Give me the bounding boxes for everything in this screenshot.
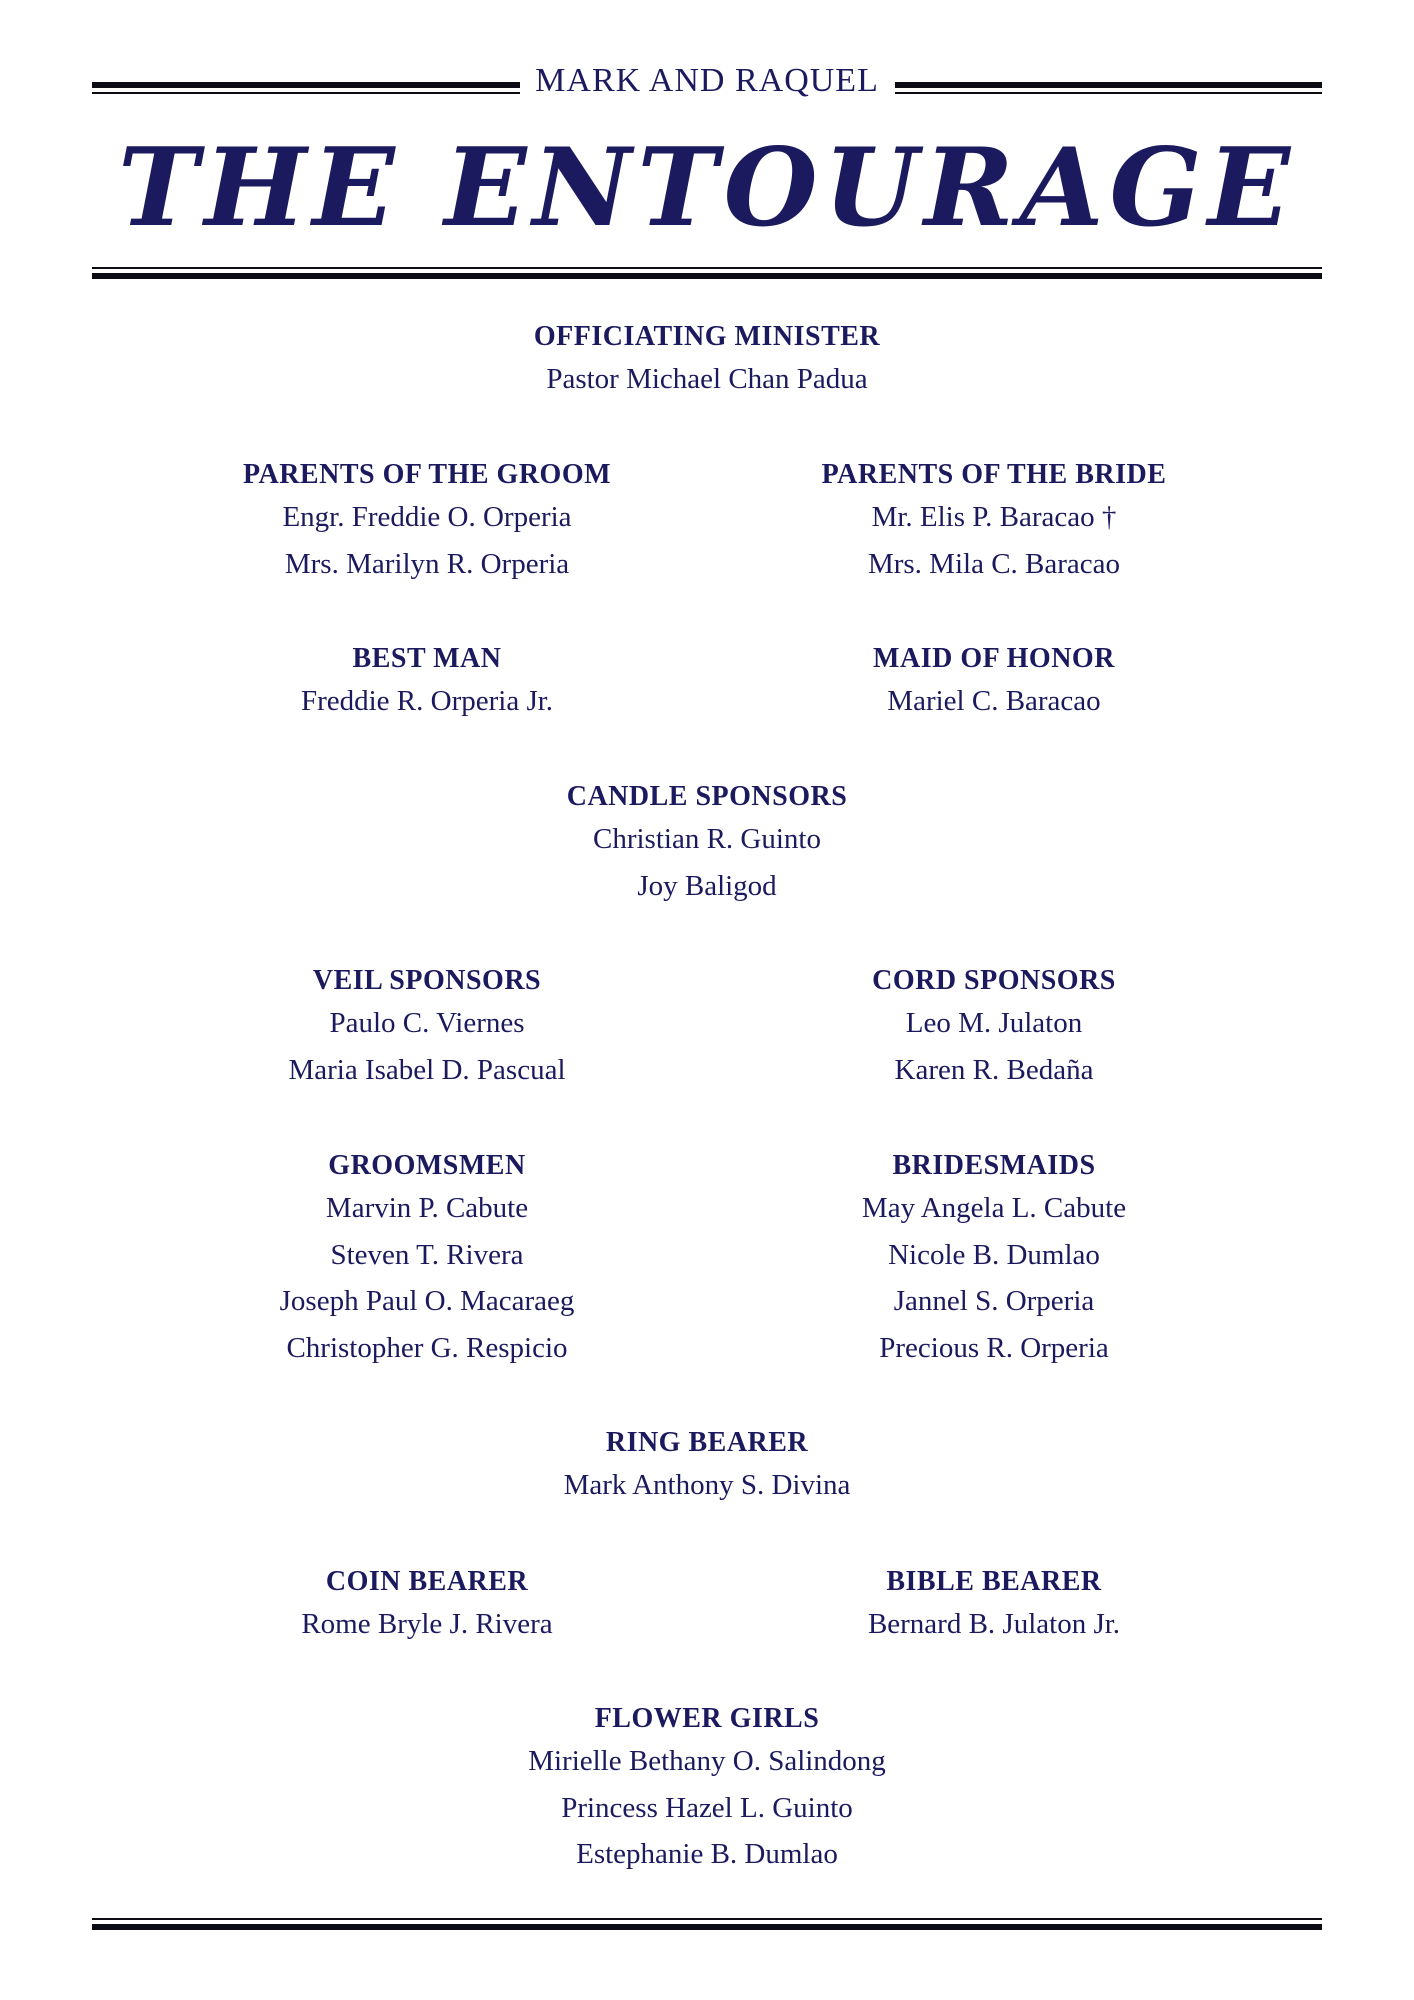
section-heading: OFFICIATING MINISTER — [533, 321, 881, 352]
header-rule — [92, 267, 1322, 279]
entourage-name: Christian R. Guinto — [593, 823, 821, 855]
entourage-name: Princess Hazel L. Guinto — [561, 1791, 853, 1824]
section-heading: BEST MAN — [352, 643, 502, 674]
entourage-name: Mark Anthony S. Divina — [563, 1469, 851, 1501]
section-heading: MAID OF HONOR — [873, 643, 1115, 674]
footer-rule — [92, 1918, 1322, 1930]
entourage-name: Rome Bryle J. Rivera — [301, 1608, 553, 1640]
entourage-name: Christopher G. Respicio — [286, 1331, 568, 1364]
section-parents-of-the-bride — [794, 456, 1194, 587]
section-flower-girls — [307, 1700, 1107, 1878]
entourage-name: Mariel C. Baracao — [887, 685, 1101, 717]
section-heading: CORD SPONSORS — [872, 965, 1116, 996]
section-veil-sponsors — [227, 962, 627, 1093]
section-ring-bearer — [307, 1424, 1107, 1509]
section-heading: VEIL SPONSORS — [312, 965, 542, 996]
couple-names: MARK AND RAQUEL — [535, 62, 879, 99]
section-heading: GROOMSMEN — [328, 1150, 526, 1181]
entourage-name: Jannel S. Orperia — [893, 1285, 1095, 1317]
section-heading: PARENTS OF THE GROOM — [242, 459, 612, 490]
section-groomsmen — [227, 1147, 627, 1371]
section-officiating-minister — [307, 318, 1107, 403]
entourage-name: Nicole B. Dumlao — [888, 1238, 1100, 1271]
entourage-name: May Angela L. Cabute — [861, 1192, 1127, 1224]
section-cord-sponsors — [794, 962, 1194, 1093]
entourage-name: Paulo C. Viernes — [329, 1007, 525, 1039]
entourage-name: Mrs. Mila C. Baracao — [867, 547, 1121, 580]
section-heading: CANDLE SPONSORS — [566, 781, 848, 812]
section-heading: BIBLE BEARER — [886, 1566, 1102, 1597]
entourage-name: Joy Baligod — [637, 869, 777, 902]
page-title: THE ENTOURAGE — [117, 125, 1297, 251]
section-candle-sponsors — [307, 778, 1107, 909]
entourage-name: Mr. Elis P. Baracao † — [871, 501, 1117, 533]
section-heading: BRIDESMAIDS — [892, 1150, 1096, 1181]
entourage-name: Mrs. Marilyn R. Orperia — [284, 547, 570, 580]
entourage-name: Karen R. Bedaña — [894, 1053, 1094, 1086]
entourage-name: Freddie R. Orperia Jr. — [300, 685, 554, 717]
section-bridesmaids — [794, 1147, 1194, 1371]
entourage-name: Leo M. Julaton — [905, 1007, 1083, 1039]
entourage-name: Bernard B. Julaton Jr. — [867, 1608, 1121, 1640]
section-best-man — [227, 640, 627, 725]
entourage-name: Maria Isabel D. Pascual — [288, 1053, 566, 1086]
entourage-name: Pastor Michael Chan Padua — [546, 363, 868, 395]
section-maid-of-honor — [794, 640, 1194, 725]
section-parents-of-the-groom — [227, 456, 627, 587]
entourage-name: Precious R. Orperia — [879, 1331, 1109, 1364]
section-bible-bearer — [794, 1563, 1194, 1648]
entourage-name: Mirielle Bethany O. Salindong — [528, 1745, 886, 1777]
entourage-name: Estephanie B. Dumlao — [576, 1838, 838, 1870]
section-heading: PARENTS OF THE BRIDE — [821, 459, 1167, 490]
entourage-name: Steven T. Rivera — [330, 1238, 524, 1271]
section-heading: COIN BEARER — [325, 1566, 529, 1597]
section-heading: RING BEARER — [605, 1427, 809, 1458]
section-heading: FLOWER GIRLS — [594, 1703, 820, 1734]
entourage-name: Engr. Freddie O. Orperia — [282, 501, 572, 533]
entourage-name: Marvin P. Cabute — [325, 1192, 529, 1224]
entourage-name: Joseph Paul O. Macaraeg — [279, 1285, 575, 1317]
section-coin-bearer — [227, 1563, 627, 1648]
